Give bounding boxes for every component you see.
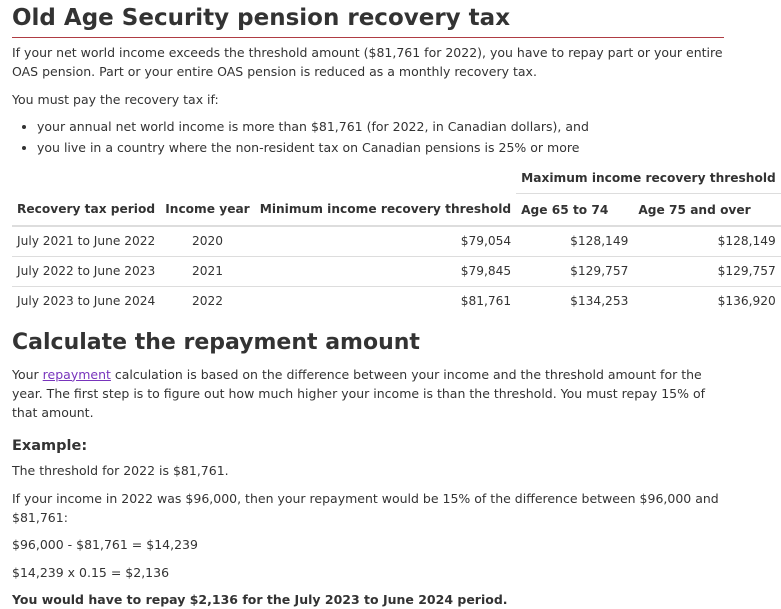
- example-line: $14,239 x 0.15 = $2,136: [12, 564, 170, 580]
- table-cell: $79,054: [255, 226, 516, 256]
- column-header: Income year: [160, 193, 254, 226]
- column-header: Age 75 and over: [633, 193, 780, 226]
- page-title: Old Age Security pension recovery tax: [12, 4, 724, 38]
- calc-text-after: calculation is based on the difference between your income and the threshold amount for the year. The first step is to figure out how much higher your income is than the threshold. You must repay 15% of that amount.: [12, 366, 705, 421]
- example-conclusion: You would have to repay $2,136 for the July 2023 to June 2024 period.: [12, 592, 508, 608]
- table-cell: $136,920: [717, 294, 776, 309]
- empty-header-cell: [12, 164, 516, 193]
- conditions-list: [12, 117, 724, 158]
- must-pay-text: You must pay the recovery tax if:: [12, 91, 219, 107]
- table-cell: $129,757: [633, 257, 780, 287]
- table-cell: $81,761: [460, 294, 512, 309]
- table-cell: $79,845: [255, 257, 516, 287]
- column-header: Age 65 to 74: [516, 193, 633, 226]
- group-header-max-threshold: Maximum income recovery threshold: [516, 164, 781, 193]
- table-cell: $129,757: [516, 257, 633, 287]
- table-cell: $128,149: [633, 226, 780, 256]
- column-header: Recovery tax period: [12, 193, 160, 226]
- table-cell: 2021: [160, 257, 254, 287]
- example-line: If your income in 2022 was $96,000, then your repayment would be 15% of the difference between $96,000 and $81,761:: [12, 490, 719, 525]
- column-header: Minimum income recovery threshold: [255, 193, 516, 226]
- table-header-row: [12, 193, 781, 226]
- example-heading: Example:: [12, 437, 88, 454]
- table-cell: July 2021 to June 2022: [12, 226, 160, 256]
- intro-paragraph: If your net world income exceeds the threshold amount ($81,761 for 2022), you have to repay part or your entire OAS pension. Part or your entire OAS pension is reduced as a monthly recovery tax.: [12, 44, 723, 80]
- table-cell: July 2023 to June 2024: [17, 294, 156, 309]
- table-row: [12, 287, 781, 316]
- calculate-heading: Calculate the repayment amount: [12, 330, 420, 356]
- table-row: [12, 257, 781, 287]
- recovery-threshold-table: [12, 164, 781, 317]
- table-cell: 2020: [160, 226, 254, 256]
- repayment-link[interactable]: repayment: [42, 366, 111, 382]
- calculate-paragraph: [12, 365, 724, 423]
- condition-item: • your annual net world income is more than $81,761 (for 2022, in Canadian dollars), and: [37, 117, 724, 136]
- table-cell: 2022: [191, 294, 223, 309]
- example-line: The threshold for 2022 is $81,761.: [12, 463, 229, 479]
- table-row: [12, 226, 781, 256]
- table-cell: $134,253: [570, 294, 629, 309]
- table-cell: July 2022 to June 2023: [12, 257, 160, 287]
- table-cell: $128,149: [516, 226, 633, 256]
- table-group-header-row: [12, 164, 781, 193]
- condition-item: • you live in a country where the non-resident tax on Canadian pensions is 25% or more: [37, 138, 724, 157]
- calc-text-before: Your: [12, 366, 43, 382]
- example-line: $96,000 - $81,761 = $14,239: [12, 537, 198, 553]
